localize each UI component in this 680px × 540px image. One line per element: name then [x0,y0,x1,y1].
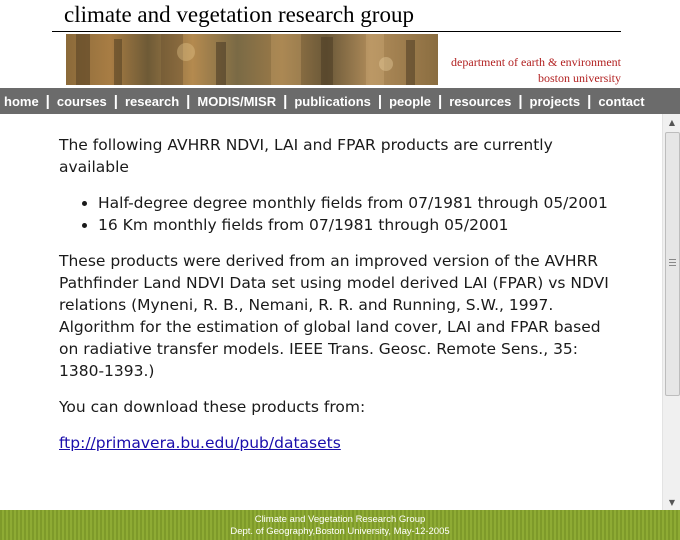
nav-separator: | [186,92,191,110]
main-nav [0,88,680,114]
nav-contact[interactable]: contact [598,93,645,109]
description-text: These products were derived from an improved version of the AVHRR Pathfinder Land NDVI Data set using model derived LAI (FPAR) vs NDVI relations (Myneni, R. B., Nemani, R. R. and Running, S.W., 1997. Algorithm for the estimation of global land cover, LAI and FPAR based on radiative transfer models. IEEE Trans. Geosc. Remote Sens., 35: 1380-1393.) [59,252,609,380]
nav-projects[interactable]: projects [529,93,581,109]
content-frame [0,114,680,510]
site-header [0,0,680,88]
nav-separator: | [377,92,383,110]
nav-modis-misr[interactable]: MODIS/MISR [197,93,277,109]
scroll-down-icon[interactable]: ▼ [668,497,676,507]
nav-publications[interactable]: publications [294,93,371,109]
nav-research[interactable]: research [124,93,180,109]
nav-separator: | [45,92,50,110]
scroll-up-icon[interactable]: ▲ [668,117,676,127]
nav-home[interactable]: home [4,93,39,109]
nav-separator: | [437,92,443,110]
download-link[interactable]: ftp://primavera.bu.edu/pub/datasets [59,434,341,452]
download-text: You can download these products from: [59,398,366,416]
scroll-thumb[interactable] [665,132,680,396]
footer-group-name: Climate and Vegetation Research Group [254,514,426,525]
banner-photo [66,34,438,85]
nav-courses[interactable]: courses [56,93,107,109]
nav-separator: | [518,92,523,110]
title-divider [52,31,621,32]
site-title: climate and vegetation research group [64,2,414,27]
list-item: • 16 Km monthly fields from 07/1981 through 05/2001 [98,214,619,236]
nav-separator: | [113,92,118,110]
vertical-scrollbar[interactable] [662,114,680,510]
department-name: department of earth & environment [451,55,621,69]
university-name: boston university [538,71,621,85]
main-content [59,134,619,468]
list-item: • Half-degree degree monthly fields from 07/1981 through 05/2001 [98,192,619,214]
nav-people[interactable]: people [389,93,431,109]
intro-text: The following AVHRR NDVI, LAI and FPAR products are currently available [59,136,553,176]
grip-icon [669,259,676,266]
nav-separator: | [587,92,592,110]
footer-affiliation: Dept. of Geography,Boston University, May-12-2005 [230,526,450,537]
product-list [59,192,619,236]
nav-resources[interactable]: resources [449,93,512,109]
nav-separator: | [283,92,288,110]
site-footer [0,510,680,540]
